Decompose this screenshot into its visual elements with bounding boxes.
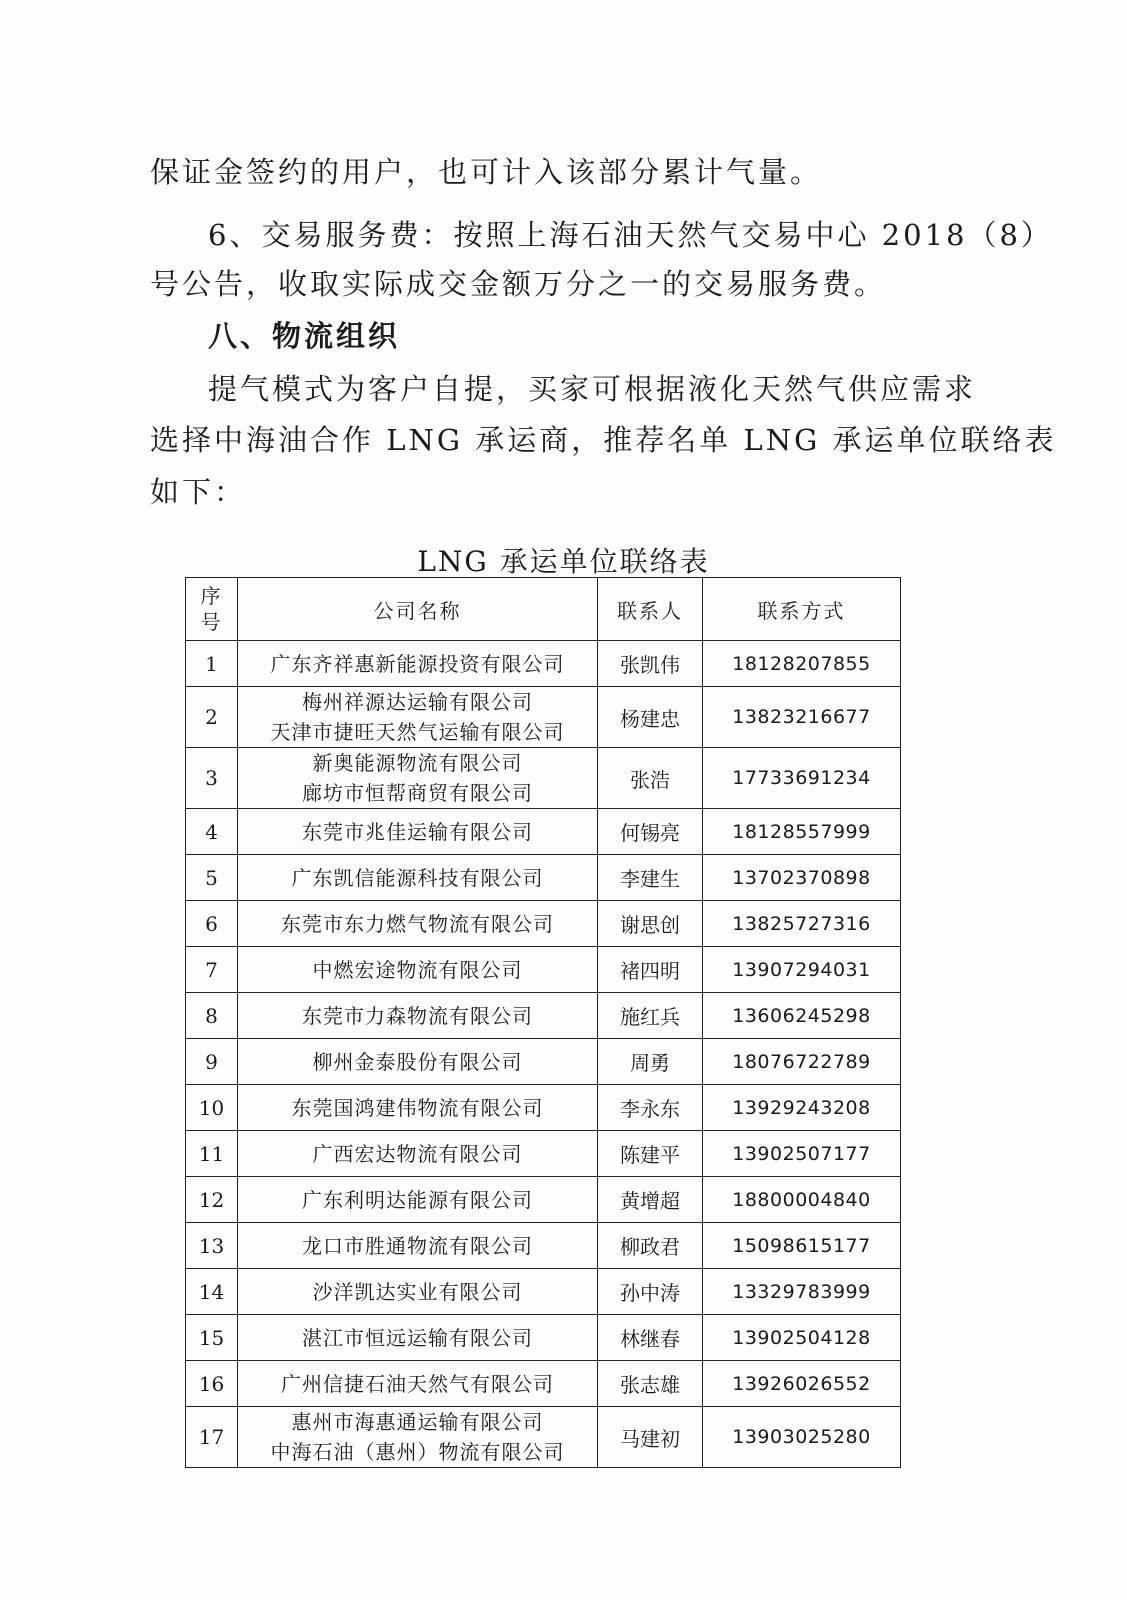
company-name: 中燃宏途物流有限公司 [312, 957, 523, 982]
cell-contact: 何锡亮 [598, 809, 703, 855]
table-row [186, 855, 901, 901]
cell-company [238, 1177, 598, 1223]
cell-contact: 林继春 [598, 1315, 703, 1361]
paragraph-line: 保证金签约的用户，也可计入该部分累计气量。 [150, 155, 823, 189]
cell-seq: 8 [186, 993, 238, 1039]
paragraph-line: 号公告，收取实际成交金额万分之一的交易服务费。 [150, 267, 887, 301]
company-name: 广州信捷石油天然气有限公司 [281, 1371, 554, 1396]
header-seq-bottom: 号 [200, 610, 223, 634]
section-heading: 八、物流组织 [208, 319, 401, 353]
paragraph-line: 提气模式为客户自提，买家可根据液化天然气供应需求 [208, 372, 977, 406]
cell-seq: 11 [186, 1131, 238, 1177]
cell-seq: 6 [186, 901, 238, 947]
cell-company [238, 993, 598, 1039]
carrier-contact-table [185, 577, 901, 1468]
company-name: 梅州祥源达运输有限公司 [302, 690, 533, 714]
cell-seq: 15 [186, 1315, 238, 1361]
company-name: 广东齐祥惠新能源投资有限公司 [270, 651, 565, 676]
header-company: 公司名称 [238, 578, 598, 641]
cell-seq: 4 [186, 809, 238, 855]
cell-company [238, 901, 598, 947]
paragraph-line: 选择中海油合作 LNG 承运商，推荐名单 LNG 承运单位联络表 [150, 423, 1057, 457]
cell-seq: 17 [186, 1407, 238, 1468]
cell-phone: 13329783999 [703, 1269, 901, 1315]
cell-seq: 3 [186, 748, 238, 809]
cell-contact: 马建初 [598, 1407, 703, 1468]
cell-seq: 1 [186, 641, 238, 687]
company-name: 沙洋凯达实业有限公司 [312, 1279, 523, 1304]
cell-seq: 5 [186, 855, 238, 901]
cell-contact: 周勇 [598, 1039, 703, 1085]
cell-contact: 黄增超 [598, 1177, 703, 1223]
cell-phone: 13902504128 [703, 1315, 901, 1361]
cell-contact: 褚四明 [598, 947, 703, 993]
cell-company [238, 809, 598, 855]
table-row [186, 1269, 901, 1315]
cell-seq: 13 [186, 1223, 238, 1269]
cell-phone: 18128557999 [703, 809, 901, 855]
cell-company [238, 641, 598, 687]
cell-seq: 9 [186, 1039, 238, 1085]
cell-phone: 17733691234 [703, 748, 901, 809]
table-row [186, 947, 901, 993]
table-row [186, 1131, 901, 1177]
cell-phone: 13823216677 [703, 687, 901, 748]
header-seq [186, 578, 238, 641]
header-seq-top: 序 [200, 584, 223, 608]
cell-company [238, 1315, 598, 1361]
table-row [186, 1085, 901, 1131]
cell-company [238, 687, 598, 748]
company-name: 湛江市恒远运输有限公司 [302, 1325, 533, 1350]
table-header-row [186, 578, 901, 641]
cell-phone: 13902507177 [703, 1131, 901, 1177]
cell-company [238, 1361, 598, 1407]
company-name: 柳州金泰股份有限公司 [312, 1049, 523, 1074]
table-row [186, 1223, 901, 1269]
cell-contact: 张凯伟 [598, 641, 703, 687]
table-row [186, 1407, 901, 1468]
table-row [186, 1361, 901, 1407]
cell-contact: 柳政君 [598, 1223, 703, 1269]
cell-contact: 李永东 [598, 1085, 703, 1131]
company-name: 广西宏达物流有限公司 [312, 1141, 523, 1166]
paragraph-line: 如下： [150, 475, 247, 509]
company-name: 廊坊市恒帮商贸有限公司 [302, 781, 533, 805]
cell-company [238, 1407, 598, 1468]
cell-contact: 杨建忠 [598, 687, 703, 748]
table-row [186, 993, 901, 1039]
table-row [186, 1039, 901, 1085]
cell-phone: 13907294031 [703, 947, 901, 993]
company-name: 东莞市力森物流有限公司 [302, 1003, 533, 1028]
table-row [186, 1177, 901, 1223]
cell-company [238, 855, 598, 901]
company-name: 新奥能源物流有限公司 [312, 751, 523, 775]
table-body [186, 641, 901, 1468]
company-name: 龙口市胜通物流有限公司 [302, 1233, 533, 1258]
cell-seq: 16 [186, 1361, 238, 1407]
cell-contact: 张浩 [598, 748, 703, 809]
table-row [186, 901, 901, 947]
paragraph-line: 6、交易服务费：按照上海石油天然气交易中心 2018（8） [208, 218, 1053, 252]
cell-contact: 陈建平 [598, 1131, 703, 1177]
company-name: 惠州市海惠通运输有限公司 [291, 1410, 544, 1434]
header-phone: 联系方式 [703, 578, 901, 641]
company-name: 东莞市兆佳运输有限公司 [302, 819, 533, 844]
company-name: 东莞国鸿建伟物流有限公司 [291, 1095, 544, 1120]
cell-company [238, 748, 598, 809]
cell-contact: 谢思创 [598, 901, 703, 947]
table-title: LNG 承运单位联络表 [417, 545, 710, 578]
cell-seq: 10 [186, 1085, 238, 1131]
cell-company [238, 1223, 598, 1269]
cell-company [238, 1131, 598, 1177]
cell-phone: 13702370898 [703, 855, 901, 901]
cell-phone: 13926026552 [703, 1361, 901, 1407]
cell-seq: 7 [186, 947, 238, 993]
cell-contact: 孙中涛 [598, 1269, 703, 1315]
header-contact: 联系人 [598, 578, 703, 641]
company-name: 广东凯信能源科技有限公司 [291, 865, 544, 890]
cell-phone: 13606245298 [703, 993, 901, 1039]
table-row [186, 1315, 901, 1361]
cell-contact: 李建生 [598, 855, 703, 901]
company-name: 广东利明达能源有限公司 [302, 1187, 533, 1212]
cell-seq: 14 [186, 1269, 238, 1315]
company-name: 东莞市东力燃气物流有限公司 [281, 911, 554, 936]
cell-contact: 张志雄 [598, 1361, 703, 1407]
table-row [186, 641, 901, 687]
table-row [186, 687, 901, 748]
cell-phone: 18128207855 [703, 641, 901, 687]
cell-company [238, 1085, 598, 1131]
cell-phone: 13903025280 [703, 1407, 901, 1468]
cell-phone: 18076722789 [703, 1039, 901, 1085]
cell-company [238, 1269, 598, 1315]
cell-phone: 18800004840 [703, 1177, 901, 1223]
cell-phone: 15098615177 [703, 1223, 901, 1269]
table-row [186, 809, 901, 855]
cell-seq: 2 [186, 687, 238, 748]
cell-phone: 13825727316 [703, 901, 901, 947]
table-row [186, 748, 901, 809]
cell-company [238, 947, 598, 993]
company-name: 天津市捷旺天然气运输有限公司 [270, 720, 565, 744]
cell-seq: 12 [186, 1177, 238, 1223]
cell-phone: 13929243208 [703, 1085, 901, 1131]
cell-company [238, 1039, 598, 1085]
company-name: 中海石油（惠州）物流有限公司 [270, 1440, 565, 1464]
cell-contact: 施红兵 [598, 993, 703, 1039]
